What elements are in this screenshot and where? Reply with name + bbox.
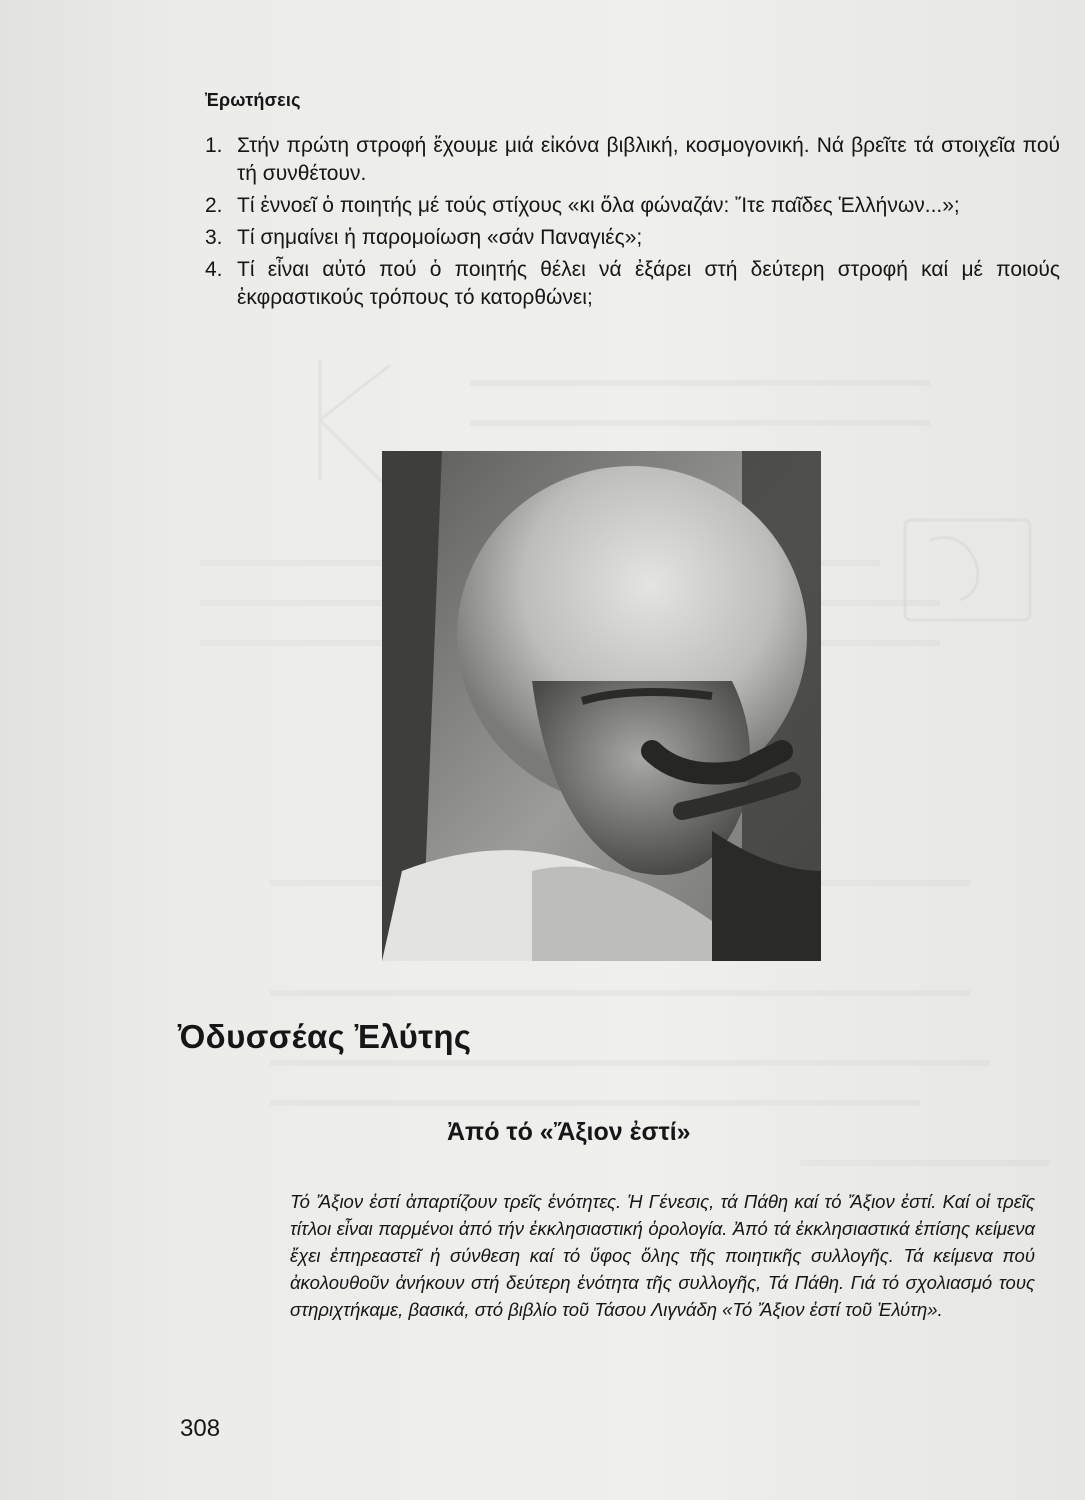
page-number: 308 [180, 1415, 221, 1442]
questions-list [205, 132, 1060, 316]
question-text: Στήν πρώτη στροφή ἔχουμε μιά εἰκόνα βιβλική, κοσμογονική. Νά βρεῖτε τά στοιχεῖα πού τή συνθέτουν. [237, 134, 1060, 185]
question-item [205, 132, 1060, 188]
question-text: Τί εἶναι αὐτό πού ὁ ποιητής θέλει νά ἐξάρει στή δεύτερη στροφή καί μέ ποιούς ἐκφραστικούς τρόπους τό κατορθώνει; [237, 258, 1060, 309]
question-text: Τί ἐννοεῖ ὁ ποιητής μέ τούς στίχους «κι ὅλα φώναζάν: Ἴτε παῖδες Ἑλλήνων...»; [237, 194, 960, 217]
question-number: 3. [205, 226, 223, 249]
work-title: Ἀπό τό «Ἄξιον ἐστί» [447, 1118, 691, 1146]
question-number: 1. [205, 134, 223, 157]
poet-portrait-illustration [382, 451, 821, 961]
question-number: 2. [205, 194, 223, 217]
question-item [205, 192, 1060, 220]
question-item [205, 256, 1060, 312]
intro-paragraph: Τό Ἄξιον ἐστί ἀπαρτίζουν τρεῖς ἑνότητες. Ἡ Γένεσις, τά Πάθη καί τό Ἄξιον ἐστί. Καί οἱ τρεῖς τίτλοι εἶναι παρμένοι ἀπό τήν ἐκκλησιαστική ὁρολογία. Ἀπό τά ἐκκλησιαστικά ἐπίσης κείμενα ἔχει ἐπηρεαστεῖ ἡ σύνθεση καί τό ὕφος ὅλης τῆς ποιητικῆς συλλογῆς. Τά κείμενα πού ἀκολουθοῦν ἀνήκουν στή δεύτερη ἑνότητα τῆς συλλογῆς, Τά Πάθη. Γιά τό σχολιασμό τους στηριχτήκαμε, βασικά, στό βιβλίο τοῦ Τάσου Λιγνάδη «Τό Ἄξιον ἐστί τοῦ Ἐλύτη». [290, 1191, 1035, 1320]
question-number: 4. [205, 258, 223, 281]
question-text: Τί σημαίνει ἡ παρομοίωση «σάν Παναγιές»; [237, 226, 643, 249]
author-name: Ὀδυσσέας Ἐλύτης [178, 1018, 472, 1055]
questions-heading: Ἐρωτήσεις [205, 90, 301, 110]
poet-photo [382, 451, 821, 961]
question-item [205, 224, 1060, 252]
